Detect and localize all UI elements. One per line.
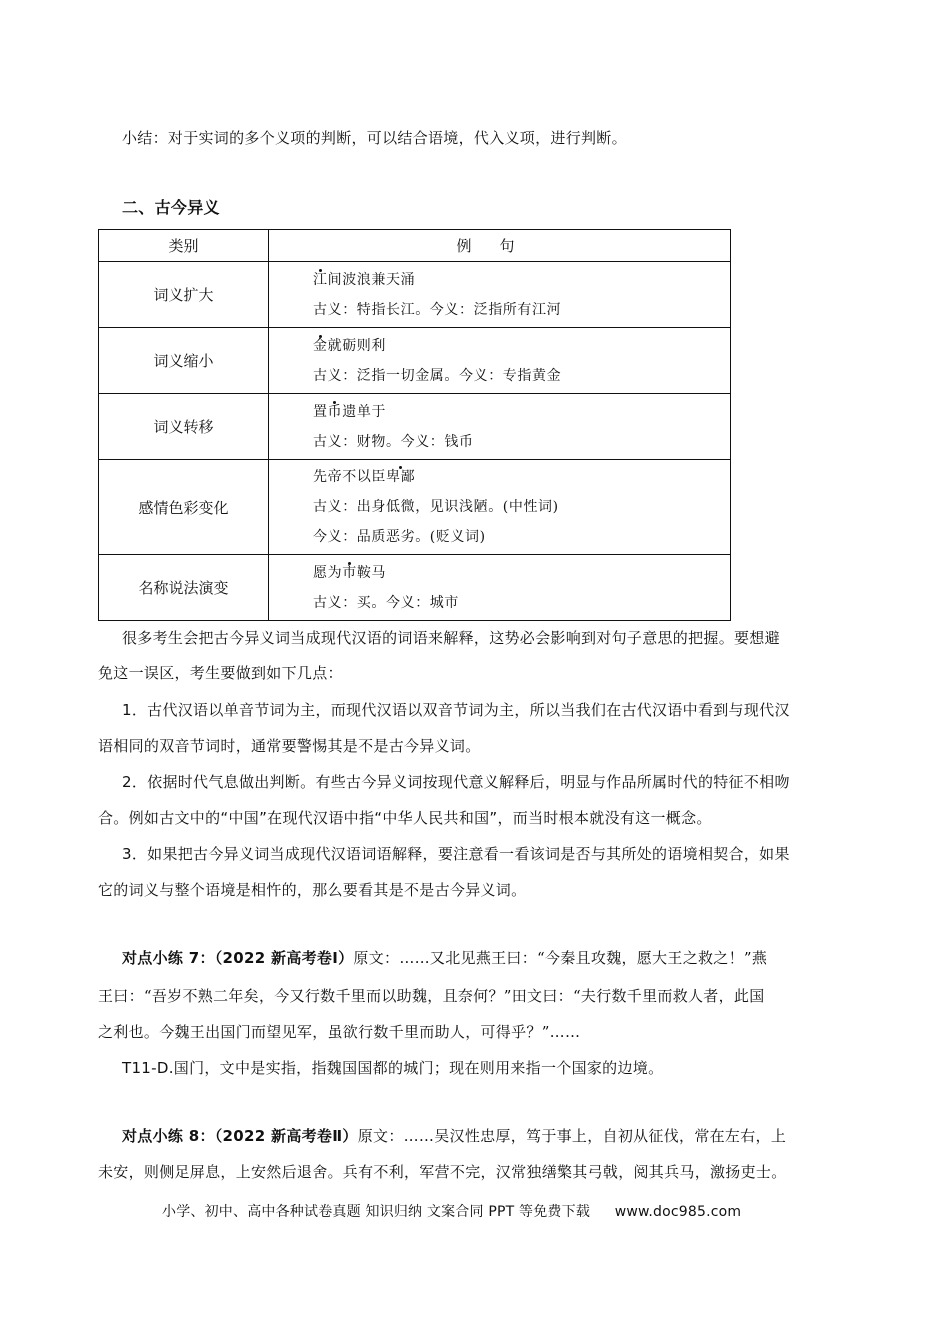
paragraph-line: 语相同的双音节词时，通常要警惕其是不是古今异义词。 bbox=[98, 737, 481, 755]
table-row bbox=[99, 328, 731, 394]
row-category: 词义扩大 bbox=[99, 262, 269, 328]
row-example-cell bbox=[269, 460, 731, 555]
row-example-cell bbox=[269, 394, 731, 460]
table-row bbox=[99, 555, 731, 621]
paragraph-line: 它的词义与整个语境是相忤的，那么要看其是不是古今异义词。 bbox=[98, 881, 527, 899]
row-example-cell bbox=[269, 328, 731, 394]
exercise-7-label: 对点小练 7：（2022 新高考卷Ⅰ） bbox=[122, 949, 354, 967]
example-sentence: 愿为市鞍马 bbox=[313, 564, 387, 581]
table-header-row bbox=[99, 230, 731, 262]
emphasis-dot-text: 卑鄙 bbox=[386, 469, 416, 485]
paragraph-line: 3．如果把古今异义词当成现代汉语词语解释，要注意看一看该词是否与其所处的语境相契合，如果 bbox=[122, 845, 790, 863]
example-note: 古义：泛指一切金属。今义：专指黄金 bbox=[313, 367, 562, 384]
paragraph-line: 1．古代汉语以单音节词为主，而现代汉语以双音节词为主，所以当我们在古代汉语中看到与现代汉 bbox=[122, 701, 790, 719]
exercise-7-text: 之利也。今魏王出国门而望见军，虽欲行数千里而助人，可得乎？”…… bbox=[98, 1023, 581, 1041]
header-category: 类别 bbox=[99, 230, 269, 262]
example-note: 古义：特指长江。今义：泛指所有江河 bbox=[313, 301, 562, 318]
emphasis-dot-text: 江 bbox=[313, 271, 328, 288]
table-row bbox=[99, 262, 731, 328]
header-example: 例句 bbox=[269, 230, 731, 262]
exercise-7-text: 原文：……又北见燕王曰：“今秦且攻魏，愿大王之救之！”燕 bbox=[353, 949, 768, 967]
exercise-8-line bbox=[122, 1126, 786, 1146]
example-note: 古义：出身低微，见识浅陋。(中性词) bbox=[313, 499, 559, 515]
emphasis-dot-text: 币 bbox=[327, 403, 343, 420]
paragraph-line: 免这一误区，考生要做到如下几点： bbox=[98, 664, 343, 682]
footer-text: 小学、初中、高中各种试卷真题 知识归纳 文案合同 PPT 等免费下载 bbox=[162, 1204, 591, 1220]
paragraph-line: 很多考生会把古今异义词当成现代汉语的词语来解释，这势必会影响到对句子意思的把握。要想避 bbox=[122, 629, 780, 647]
example-sentence: 置币遗单于 bbox=[313, 403, 387, 420]
row-example-cell bbox=[269, 262, 731, 328]
example-sentence: 先帝不以臣卑鄙 bbox=[313, 469, 416, 485]
exercise-8-text: 未安，则侧足屏息，上安然后退舍。兵有不利，军营不完，汉常独缮檠其弓戟，阅其兵马，激扬吏士。 bbox=[98, 1163, 787, 1181]
row-category: 词义缩小 bbox=[99, 328, 269, 394]
table-row bbox=[99, 394, 731, 460]
emphasis-dot-text: 金 bbox=[313, 337, 328, 354]
exercise-7-answer: T11-D.国门，文中是实指，指魏国国都的城门；现在则用来指一个国家的边境。 bbox=[122, 1059, 664, 1077]
section-title: 二、古今异义 bbox=[122, 198, 220, 217]
row-category: 词义转移 bbox=[99, 394, 269, 460]
exercise-7-line bbox=[122, 948, 767, 968]
row-category: 名称说法演变 bbox=[99, 555, 269, 621]
footer bbox=[162, 1201, 741, 1221]
example-note: 古义：买。今义：城市 bbox=[313, 594, 459, 611]
exercise-8-text: 原文：……吴汉性忠厚，笃于事上，自初从征伐，常在左右，上 bbox=[357, 1127, 787, 1145]
ancient-modern-meaning-table bbox=[98, 229, 731, 621]
exercise-7-text: 王曰：“吾岁不熟二年矣，今又行数千里而以助魏，且奈何？”田文曰：“夫行数千里而救人者，此国 bbox=[98, 987, 765, 1005]
emphasis-dot-text: 市 bbox=[342, 564, 357, 581]
example-note: 今义：品质恶劣。(贬义词) bbox=[313, 529, 486, 545]
example-sentence: 江间波浪兼天涌 bbox=[313, 271, 416, 288]
table-row bbox=[99, 460, 731, 555]
row-category: 感情色彩变化 bbox=[99, 460, 269, 555]
paragraph-line: 2．依据时代气息做出判断。有些古今异义词按现代意义解释后，明显与作品所属时代的特征不相吻 bbox=[122, 773, 790, 791]
example-sentence: 金就砺则利 bbox=[313, 337, 387, 354]
row-example-cell bbox=[269, 555, 731, 621]
paragraph-line: 合。例如古文中的“中国”在现代汉语中指“中华人民共和国”，而当时根本就没有这一概念。 bbox=[98, 809, 712, 827]
footer-url[interactable]: www.doc985.com bbox=[614, 1204, 742, 1220]
summary-text: 小结：对于实词的多个义项的判断，可以结合语境，代入义项，进行判断。 bbox=[122, 129, 627, 147]
exercise-8-label: 对点小练 8：（2022 新高考卷Ⅱ） bbox=[122, 1127, 358, 1145]
example-note: 古义：财物。今义：钱币 bbox=[313, 433, 474, 450]
